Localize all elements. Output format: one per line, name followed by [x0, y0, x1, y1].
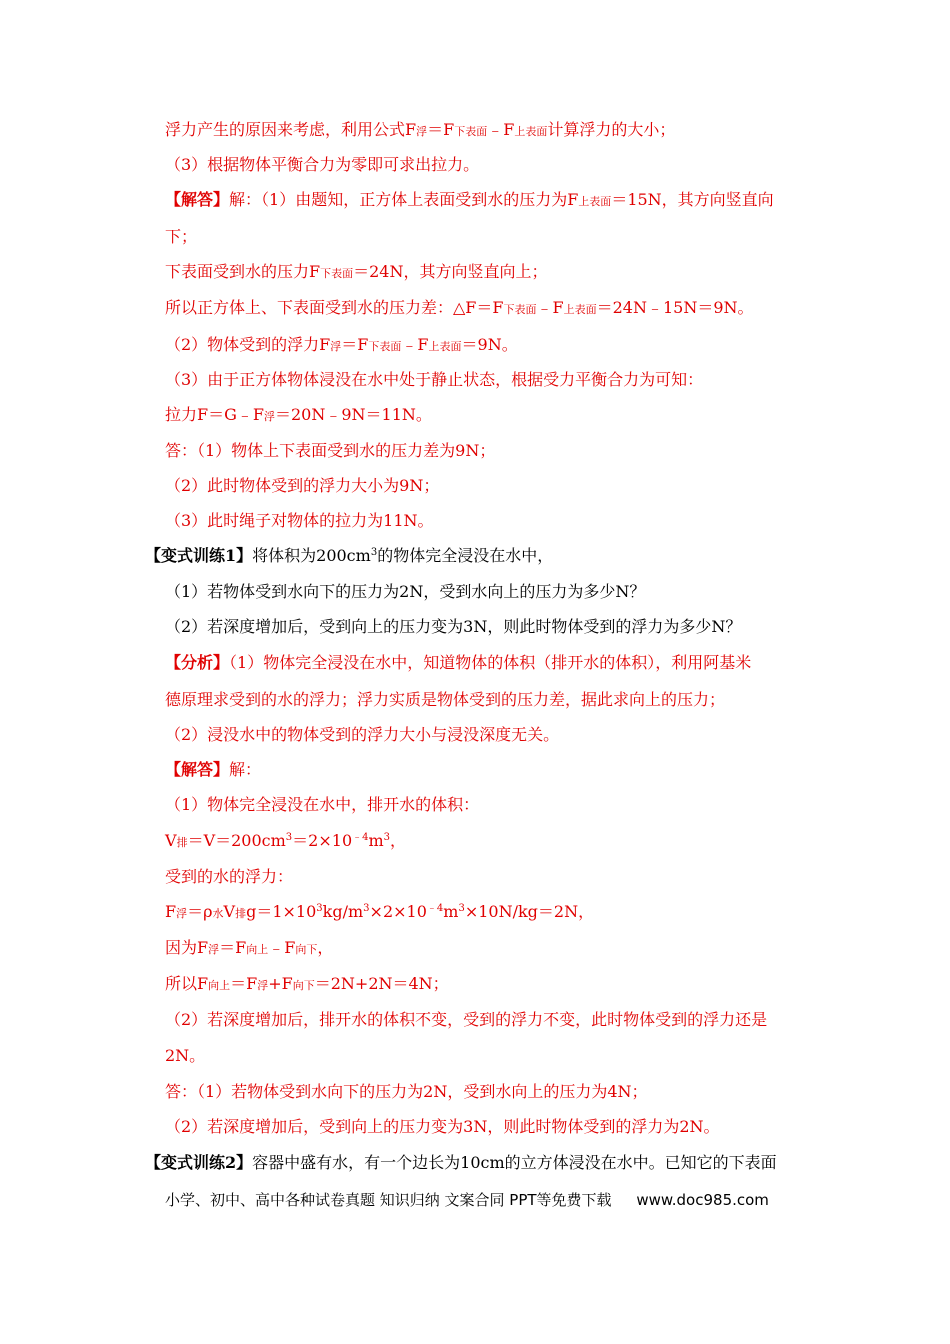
text-segment: ×2×10 [369, 902, 427, 921]
text-segment: V [223, 902, 236, 921]
text-segment: （3）此时绳子对物体的拉力为11N。 [165, 511, 434, 530]
text-segment: ＝ρ [187, 902, 213, 921]
text-line [165, 261, 547, 285]
text-segment: ﹣F [536, 298, 564, 317]
text-line [165, 759, 261, 781]
subscript: 上表面 [578, 195, 612, 208]
section-label: 【解答】 [165, 760, 230, 779]
text-segment: （1）物体完全浸没在水中，知道物体的体积（排开水的体积），利用阿基米 [229, 653, 752, 672]
text-line [165, 475, 439, 497]
text-segment: （2）物体受到的浮力F [165, 335, 331, 354]
text-segment: ＝F [427, 120, 455, 139]
subscript: 浮 [257, 979, 269, 992]
text-segment: ＝F [230, 974, 258, 993]
superscript: 3 [370, 547, 378, 558]
superscript: 3 [363, 903, 370, 914]
text-line [145, 545, 553, 567]
text-line [165, 297, 754, 321]
text-line [165, 581, 645, 603]
text-segment: ＝15N，其方向竖直向 [611, 190, 774, 209]
text-segment: ＝F [341, 335, 369, 354]
text-line [165, 866, 293, 888]
text-line [165, 937, 333, 961]
text-segment: ＝24N﹣15N＝9N。 [596, 298, 754, 317]
text-line [165, 119, 675, 143]
superscript: 3 [383, 832, 391, 843]
text-line [165, 404, 432, 428]
text-line [165, 794, 479, 816]
text-segment: （2）此时物体受到的浮力大小为9N； [165, 476, 440, 495]
section-label: 【分析】 [165, 653, 230, 672]
text-segment: ＝F [219, 938, 247, 957]
text-line [165, 724, 559, 746]
text-line [165, 901, 594, 925]
text-line [165, 652, 751, 674]
text-line [145, 1152, 777, 1174]
text-segment: 浮力产生的原因来考虑，利用公式F [165, 120, 417, 139]
text-line [165, 689, 725, 711]
text-segment: 所以正方体上、下表面受到水的压力差：△F＝F [165, 298, 504, 317]
text-line [165, 1045, 205, 1067]
text-segment: （2）浸没水中的物体受到的浮力大小与浸没深度无关。 [165, 725, 560, 744]
text-segment: g＝1×10 [246, 902, 317, 921]
subscript: 浮 [416, 125, 428, 138]
section-label: 【变式训练1】 [145, 546, 253, 565]
text-line [165, 973, 449, 997]
subscript: 浮 [208, 943, 220, 956]
subscript: 向下 [295, 943, 318, 956]
text-segment: 德原理求受到的水的浮力；浮力实质是物体受到的压力差，据此求向上的压力； [165, 690, 726, 709]
text-segment: 答：（1）物体上下表面受到水的压力差为9N； [165, 441, 496, 460]
subscript: 浮 [264, 410, 275, 423]
text-segment: ， [317, 938, 334, 957]
superscript: ﹣4 [426, 903, 444, 914]
text-segment: V [165, 831, 177, 850]
text-segment: ＝9N。 [461, 335, 518, 354]
text-segment: ＝24N，其方向竖直向上； [353, 262, 548, 281]
text-segment: ﹣F [268, 938, 296, 957]
subscript: 向上 [208, 979, 231, 992]
subscript: 下表面 [368, 340, 402, 353]
superscript: 3 [316, 903, 323, 914]
superscript: 3 [458, 903, 465, 914]
text-segment: kg/m [322, 902, 364, 921]
text-segment: +F [268, 974, 293, 993]
text-segment: 下； [165, 227, 198, 246]
text-line [165, 1009, 767, 1031]
text-segment: 下表面受到水的压力F [165, 262, 321, 281]
text-segment: ×10N/kg＝2N， [464, 902, 595, 921]
text-segment: 的物体完全浸没在水中， [377, 546, 554, 565]
page-footer [165, 1189, 769, 1211]
text-segment: 拉力F＝G﹣F [165, 405, 264, 424]
text-segment: ， [390, 831, 407, 850]
text-line [165, 226, 197, 248]
text-line [165, 1116, 720, 1138]
text-segment: 将体积为200cm [252, 546, 371, 565]
text-segment: （2）若深度增加后，受到向上的压力变为3N，则此时物体受到的浮力为多少N？ [165, 617, 742, 636]
section-label: 【变式训练2】 [145, 1153, 253, 1172]
text-segment: ﹣F [401, 335, 429, 354]
subscript: 下表面 [454, 125, 488, 138]
text-segment: 解：（1）由题知，正方体上表面受到水的压力为F [229, 190, 579, 209]
subscript: 排 [176, 836, 188, 849]
text-segment: ﹣F [487, 120, 515, 139]
text-segment: （3）根据物体平衡合力为零即可求出拉力。 [165, 155, 480, 174]
text-line [165, 334, 518, 358]
text-segment: （2）若深度增加后，受到向上的压力变为3N，则此时物体受到的浮力为2N。 [165, 1117, 720, 1136]
subscript: 上表面 [563, 303, 597, 316]
subscript: 向下 [292, 979, 315, 992]
text-segment: （1）若物体受到水向下的压力为2N，受到水向上的压力为多少N？ [165, 582, 646, 601]
subscript: 向上 [246, 943, 269, 956]
text-segment: 答：（1）若物体受到水向下的压力为2N，受到水向上的压力为4N； [165, 1082, 648, 1101]
text-segment: 解： [229, 760, 262, 779]
text-segment: ＝20N﹣9N＝11N。 [275, 405, 432, 424]
subscript: 水 [212, 907, 224, 920]
subscript: 排 [235, 907, 247, 920]
superscript: 3 [285, 832, 293, 843]
text-segment: 计算浮力的大小； [547, 120, 676, 139]
text-segment: ＝2×10 [292, 831, 353, 850]
subscript: 上表面 [514, 125, 548, 138]
text-line [165, 510, 434, 532]
text-line [165, 369, 703, 391]
text-segment: F [165, 902, 177, 921]
text-segment: m [368, 831, 384, 850]
subscript: 下表面 [320, 267, 354, 280]
subscript: 上表面 [428, 340, 462, 353]
superscript: ﹣4 [352, 832, 369, 843]
subscript: 下表面 [503, 303, 537, 316]
text-line [165, 440, 495, 462]
text-segment: ＝2N+2N＝4N； [314, 974, 449, 993]
text-segment: m [443, 902, 459, 921]
text-segment: 因为F [165, 938, 209, 957]
footer-website[interactable]: www.doc985.com [636, 1191, 769, 1209]
text-line [165, 154, 479, 176]
subscript: 浮 [330, 340, 342, 353]
text-line [165, 616, 741, 638]
subscript: 浮 [176, 907, 188, 920]
text-segment: 受到的水的浮力： [165, 867, 294, 886]
text-line [165, 189, 774, 213]
text-segment: ＝V＝200cm [187, 831, 286, 850]
text-segment: （3）由于正方体物体浸没在水中处于静止状态，根据受力平衡合力为可知： [165, 370, 704, 389]
text-segment: （1）物体完全浸没在水中，排开水的体积： [165, 795, 480, 814]
text-line [165, 830, 406, 854]
section-label: 【解答】 [165, 190, 230, 209]
footer-text: 小学、初中、高中各种试卷真题 知识归纳 文案合同 PPT等免费下载 [165, 1191, 612, 1209]
text-segment: （2）若深度增加后，排开水的体积不变，受到的浮力不变，此时物体受到的浮力还是 [165, 1010, 768, 1029]
text-segment: 容器中盛有水，有一个边长为10cm的立方体浸没在水中。已知它的下表面 [252, 1153, 777, 1172]
text-segment: 2N。 [165, 1046, 206, 1065]
text-line [165, 1081, 648, 1103]
text-segment: 所以F [165, 974, 209, 993]
